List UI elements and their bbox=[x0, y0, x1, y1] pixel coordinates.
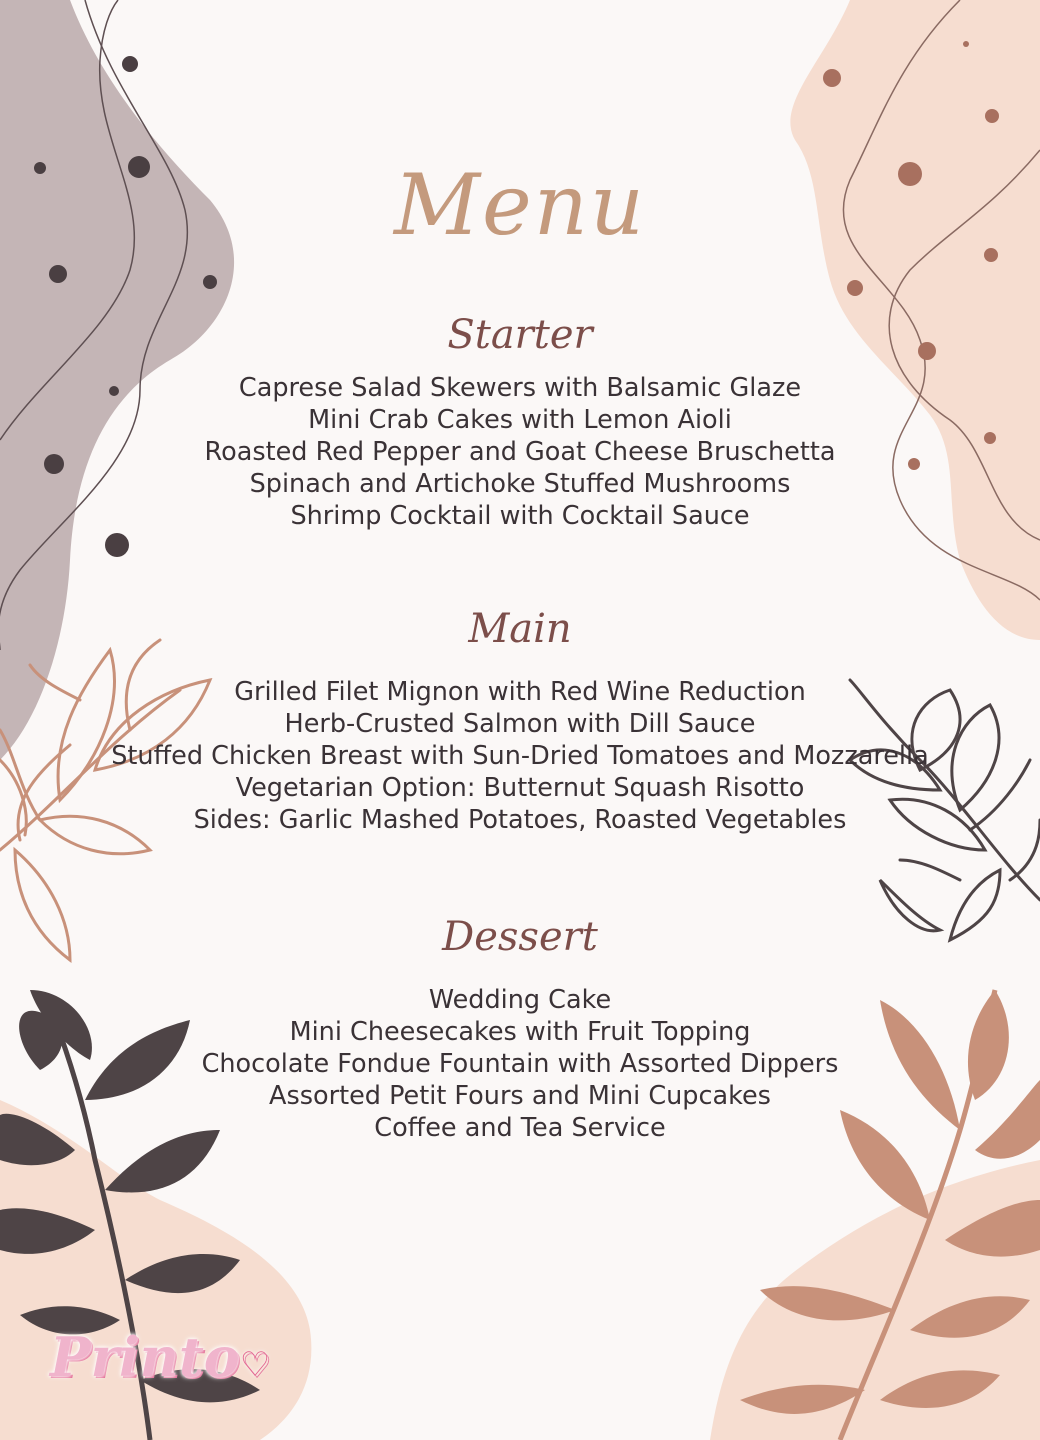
menu-item: Caprese Salad Skewers with Balsamic Glaze bbox=[238, 373, 802, 403]
menu-item: Spinach and Artichoke Stuffed Mushrooms bbox=[249, 469, 791, 499]
menu-item: Coffee and Tea Service bbox=[374, 1113, 666, 1143]
section-heading-main: Main bbox=[468, 606, 572, 652]
heart-icon: ♡ bbox=[239, 1345, 271, 1385]
starter-items bbox=[0, 372, 1040, 532]
menu-item: Assorted Petit Fours and Mini Cupcakes bbox=[269, 1081, 771, 1111]
menu-item: Vegetarian Option: Butternut Squash Risotto bbox=[235, 773, 805, 803]
logo-text: Printo bbox=[50, 1325, 240, 1389]
main-items bbox=[0, 676, 1040, 836]
menu-title: Menu bbox=[394, 156, 646, 254]
dessert-items bbox=[0, 984, 1040, 1144]
printo-logo bbox=[50, 1322, 270, 1400]
menu-item: Stuffed Chicken Breast with Sun-Dried Tomatoes and Mozzarella bbox=[111, 741, 929, 771]
section-heading-dessert: Dessert bbox=[442, 914, 598, 960]
menu-item: Grilled Filet Mignon with Red Wine Reduction bbox=[234, 677, 806, 707]
menu-item: Sides: Garlic Mashed Potatoes, Roasted Vegetables bbox=[193, 805, 847, 835]
menu-item: Shrimp Cocktail with Cocktail Sauce bbox=[290, 501, 750, 531]
section-heading-starter: Starter bbox=[447, 312, 593, 358]
menu-item: Roasted Red Pepper and Goat Cheese Bruschetta bbox=[204, 437, 836, 467]
menu-item: Herb-Crusted Salmon with Dill Sauce bbox=[284, 709, 756, 739]
menu-item: Mini Cheesecakes with Fruit Topping bbox=[289, 1017, 751, 1047]
menu-item: Wedding Cake bbox=[428, 985, 612, 1015]
menu-item: Mini Crab Cakes with Lemon Aioli bbox=[308, 405, 732, 435]
menu-item: Chocolate Fondue Fountain with Assorted Dippers bbox=[201, 1049, 839, 1079]
